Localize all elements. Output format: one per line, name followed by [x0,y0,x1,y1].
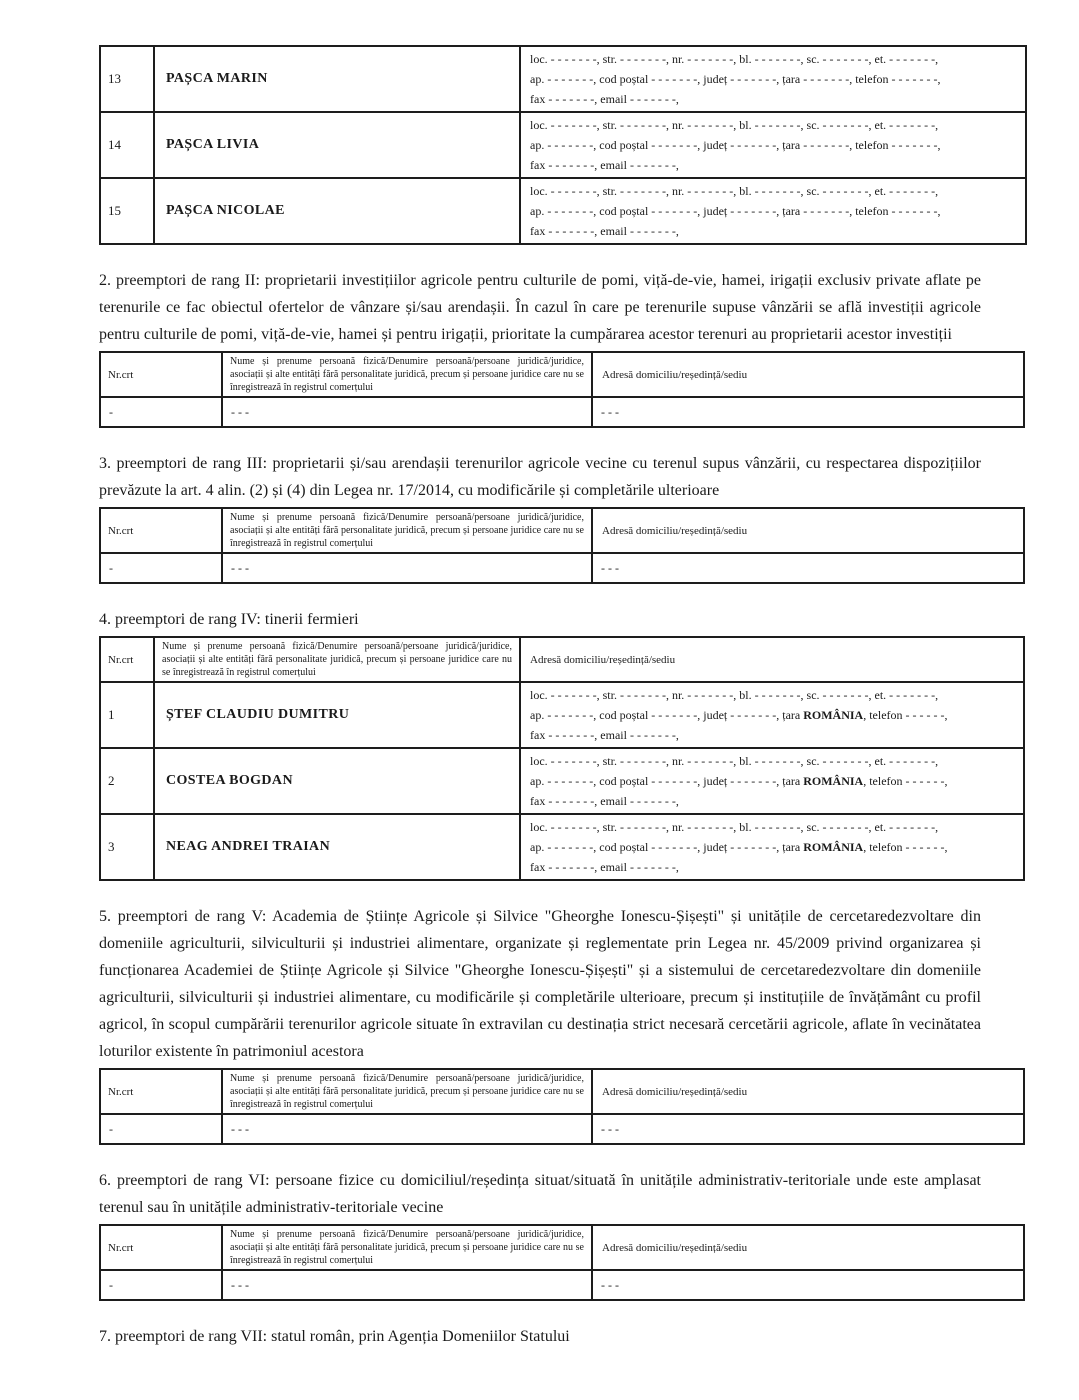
address-country: - - - - - - - [803,138,850,152]
table-row [100,1114,1024,1144]
address-cell [520,178,1026,244]
header-address: Adresă domiciliu/reședință/sediu [592,1225,1024,1270]
address-cell: - - - [592,1270,1024,1300]
row-number: 3 [100,814,154,880]
rank4-paragraph: 4. preemptori de rang IV: tinerii fermieri [99,611,359,628]
header-address: Adresă domiciliu/reședință/sediu [520,637,1024,682]
address-line2-post: , telefon - - - - - -, [863,708,948,722]
table-row [100,46,1026,112]
address-line2-pre: ap. - - - - - - -, cod poștal - - - - - - -, județ - - - - - - -, țara [530,840,804,854]
row-number: 14 [100,112,154,178]
address-country: - - - - - - - [803,204,850,218]
person-name: PAȘCA LIVIA [154,112,520,178]
person-name: PAȘCA MARIN [154,46,520,112]
rank1-continuation-table [99,45,1027,245]
rank5-table [99,1068,1025,1145]
address-cell [520,46,1026,112]
address-line2-post: , telefon - - - - - -, [863,774,948,788]
address-line1: loc. - - - - - - -, str. - - - - - - -, nr. - - - - - - -, bl. - - - - - - -, sc. - - - - - - -, et. - - - - - - -, [530,754,939,768]
address-line2-post: , telefon - - - - - -, [863,840,948,854]
address-cell: - - - [592,1114,1024,1144]
table-row [100,178,1026,244]
row-number: - [100,1114,222,1144]
person-name: NEAG ANDREI TRAIAN [154,814,520,880]
person-name: COSTEA BOGDAN [154,748,520,814]
header-address: Adresă domiciliu/reședință/sediu [592,1069,1024,1114]
rank2-table [99,351,1025,428]
header-nr: Nr.crt [100,637,154,682]
header-nr: Nr.crt [100,1225,222,1270]
address-country: ROMÂNIA [803,774,864,788]
table-row [100,1270,1024,1300]
address-cell [520,748,1024,814]
address-line1: loc. - - - - - - -, str. - - - - - - -, nr. - - - - - - -, bl. - - - - - - -, sc. - - - - - - -, et. - - - - - - -, [530,820,939,834]
address-line2-pre: ap. - - - - - - -, cod poștal - - - - - - -, județ - - - - - - -, țara [530,204,804,218]
header-nr: Nr.crt [100,352,222,397]
address-line1: loc. - - - - - - -, str. - - - - - - -, nr. - - - - - - -, bl. - - - - - - -, sc. - - - - - - -, et. - - - - - - -, [530,688,939,702]
address-line3: fax - - - - - - -, email - - - - - - -, [530,92,679,106]
rank6-paragraph: 6. preemptori de rang VI: persoane fizice cu domiciliul/reședința situat/situată în unitățile administrativ-teritoriale unde este amplasat terenul sau în unitățile administrativ-teritoriale vecine [99,1172,981,1216]
table-row [100,112,1026,178]
row-number: - [100,397,222,427]
table-row [100,553,1024,583]
header-name: Nume și prenume persoană fizică/Denumire persoană/persoane juridică/juridice, asociații și alte entități fără personalitate juridică, precum și persoane juridice care nu se înregistrează în registrul comerțului [154,637,520,682]
row-number: 15 [100,178,154,244]
table-header-row [100,1069,1024,1114]
table-row [100,682,1024,748]
header-nr: Nr.crt [100,508,222,553]
header-name: Nume și prenume persoană fizică/Denumire persoană/persoane juridică/juridice, asociații și alte entități fără personalitate juridică, precum și persoane juridice care nu se înregistrează în registrul comerțului [222,1225,592,1270]
address-line3: fax - - - - - - -, email - - - - - - -, [530,860,679,874]
address-country: - - - - - - - [803,72,850,86]
row-number: - [100,1270,222,1300]
person-name: PAȘCA NICOLAE [154,178,520,244]
table-header-row [100,1225,1024,1270]
rank2-paragraph: 2. preemptori de rang II: proprietarii investițiilor agricole pentru culturile de pomi, viță-de-vie, hamei, irigații exclusiv private aflate pe terenurile ce fac obiectul ofertelor de vânzare și/sau arendașii. În cazul în care pe terenurile supuse vânzării se află investiții agricole pentru culturile de pomi, viță-de-vie, hamei și pentru irigații, prioritate la cumpărarea acestor terenuri au proprietarii acestor investiții [99,272,981,343]
address-country: ROMÂNIA [803,840,864,854]
row-number: - [100,553,222,583]
header-name: Nume și prenume persoană fizică/Denumire persoană/persoane juridică/juridice, asociații și alte entități fără personalitate juridică, precum și persoane juridice care nu se înregistrează în registrul comerțului [222,508,592,553]
address-line2-pre: ap. - - - - - - -, cod poștal - - - - - - -, județ - - - - - - -, țara [530,708,804,722]
address-cell: - - - [592,553,1024,583]
header-address: Adresă domiciliu/reședință/sediu [592,508,1024,553]
address-line2-post: , telefon - - - - - - -, [849,138,941,152]
table-header-row [100,352,1024,397]
address-line1: loc. - - - - - - -, str. - - - - - - -, nr. - - - - - - -, bl. - - - - - - -, sc. - - - - - - -, et. - - - - - - -, [530,184,939,198]
person-name: - - - [222,397,592,427]
rank4-table [99,636,1025,881]
table-row [100,748,1024,814]
person-name: ȘTEF CLAUDIU DUMITRU [154,682,520,748]
person-name: - - - [222,1114,592,1144]
address-line2-pre: ap. - - - - - - -, cod poștal - - - - - - -, județ - - - - - - -, țara [530,138,804,152]
rank3-paragraph: 3. preemptori de rang III: proprietarii și/sau arendașii terenurilor agricole vecine cu terenul supus vânzării, cu respectarea dispozițiilor prevăzute la art. 4 alin. (2) și (4) din Legea nr. 17/2014, cu modificările și completările ulterioare [99,455,981,499]
address-cell [520,814,1024,880]
rank5-paragraph: 5. preemptori de rang V: Academia de Științe Agricole și Silvice "Gheorghe Ionescu-Șișești" și unitățile de cercetaredezvoltare din domeniile agriculturii, silviculturii și industriei alimentare, organizate și reglementate prin Legea nr. 45/2009 privind organizarea și funcționarea Academiei de Științe Agricole și Silvice "Gheorghe Ionescu-Șișești" și a sistemului de cercetaredezvoltare din domeniile agriculturii, silviculturii și industriei alimentare, cu modificările și completările ulterioare, precum și instituțiile de învățământ cu profil agricol, în scopul cumpărării terenurilor agricole situate în extravilan cu destinația strict necesară cercetării agricole, aflate în vecinătatea loturilor existente în patrimoniul acestora [99,908,981,1060]
address-line3: fax - - - - - - -, email - - - - - - -, [530,794,679,808]
address-cell: - - - [592,397,1024,427]
address-line2-post: , telefon - - - - - - -, [849,72,941,86]
address-cell [520,682,1024,748]
header-name: Nume și prenume persoană fizică/Denumire persoană/persoane juridică/juridice, asociații și alte entități fără personalitate juridică, precum și persoane juridice care nu se înregistrează în registrul comerțului [222,1069,592,1114]
rank6-table [99,1224,1025,1301]
address-country: ROMÂNIA [803,708,864,722]
person-name: - - - [222,553,592,583]
rank3-table [99,507,1025,584]
address-line1: loc. - - - - - - -, str. - - - - - - -, nr. - - - - - - -, bl. - - - - - - -, sc. - - - - - - -, et. - - - - - - -, [530,52,939,66]
table-header-row [100,637,1024,682]
row-number: 1 [100,682,154,748]
header-address: Adresă domiciliu/reședință/sediu [592,352,1024,397]
address-line3: fax - - - - - - -, email - - - - - - -, [530,158,679,172]
row-number: 2 [100,748,154,814]
header-nr: Nr.crt [100,1069,222,1114]
address-line2-pre: ap. - - - - - - -, cod poștal - - - - - - -, județ - - - - - - -, țara [530,774,804,788]
address-line3: fax - - - - - - -, email - - - - - - -, [530,224,679,238]
row-number: 13 [100,46,154,112]
address-line2-pre: ap. - - - - - - -, cod poștal - - - - - - -, județ - - - - - - -, țara [530,72,804,86]
person-name: - - - [222,1270,592,1300]
address-line1: loc. - - - - - - -, str. - - - - - - -, nr. - - - - - - -, bl. - - - - - - -, sc. - - - - - - -, et. - - - - - - -, [530,118,939,132]
address-line3: fax - - - - - - -, email - - - - - - -, [530,728,679,742]
address-line2-post: , telefon - - - - - - -, [849,204,941,218]
header-name: Nume și prenume persoană fizică/Denumire persoană/persoane juridică/juridice, asociații și alte entități fără personalitate juridică, precum și persoane juridice care nu se înregistrează în registrul comerțului [222,352,592,397]
rank7-paragraph: 7. preemptori de rang VII: statul român, prin Agenția Domeniilor Statului [99,1328,570,1345]
table-row [100,397,1024,427]
table-header-row [100,508,1024,553]
address-cell [520,112,1026,178]
table-row [100,814,1024,880]
